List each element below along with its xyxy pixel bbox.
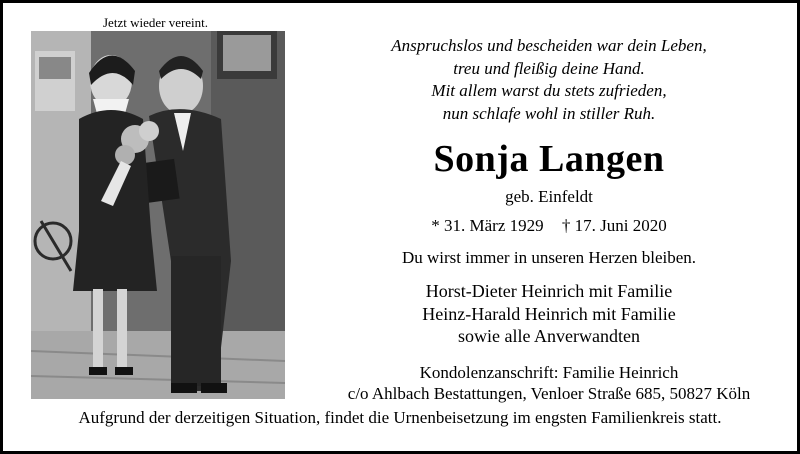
poem-line: Mit allem warst du stets zufrieden, bbox=[431, 81, 667, 100]
birth-name: geb. Einfeldt bbox=[505, 187, 593, 206]
memorial-quote: Du wirst immer in unseren Herzen bleiben. bbox=[401, 248, 697, 267]
notice-text-column bbox=[339, 35, 759, 404]
death-date: † 17. Juni 2020 bbox=[561, 216, 667, 235]
mourners-list bbox=[339, 280, 759, 348]
birth-date: * 31. März 1929 bbox=[431, 216, 544, 235]
deceased-name: Sonja Langen bbox=[433, 138, 665, 180]
mourner-line: sowie alle Anverwandten bbox=[458, 326, 640, 346]
condolence-address-line: c/o Ahlbach Bestattungen, Venloer Straße 685, 50827 Köln bbox=[347, 383, 751, 403]
poem-line: treu und fleißig deine Hand. bbox=[453, 58, 645, 78]
mourner-line: Heinz-Harald Heinrich mit Familie bbox=[422, 303, 676, 324]
life-dates bbox=[339, 216, 759, 236]
condolence-address bbox=[339, 362, 759, 404]
condolence-line: Kondolenzanschrift: Familie Heinrich bbox=[419, 362, 679, 382]
poem-line: nun schlafe wohl in stiller Ruh. bbox=[442, 103, 656, 123]
couple-photo bbox=[31, 31, 285, 399]
poem-line: Anspruchslos und bescheiden war dein Leben, bbox=[391, 36, 707, 55]
photo-caption: Jetzt wieder vereint. bbox=[103, 15, 209, 30]
mourner-line: Horst-Dieter Heinrich mit Familie bbox=[425, 281, 673, 301]
funeral-note: Aufgrund der derzeitigen Situation, findet die Urnenbeisetzung im engsten Familienkreis statt. bbox=[78, 408, 722, 427]
memorial-poem bbox=[339, 35, 759, 125]
